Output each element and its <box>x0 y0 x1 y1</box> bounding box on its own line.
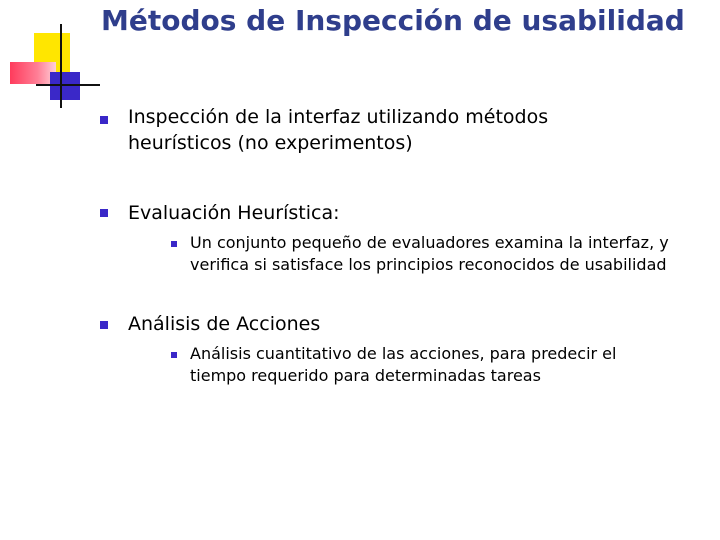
bullet-item-2: Evaluación Heurística: <box>128 202 340 224</box>
bullet-square-icon <box>100 321 108 329</box>
bullet-square-icon <box>100 116 108 124</box>
bullet-square-icon <box>100 209 108 217</box>
sub-bullet-item-1: Un conjunto pequeño de evaluadores examina la interfaz, y verifica si satisface los principios reconocidos de usabilidad <box>190 233 669 274</box>
bullet-item-3: Análisis de Acciones <box>128 313 321 335</box>
bullet-item-1: Inspección de la interfaz utilizando métodos heurísticos (no experimentos) <box>128 106 549 154</box>
sub-bullet-square-icon <box>171 241 177 247</box>
sub-bullet-item-2: Análisis cuantitativo de las acciones, para predecir el tiempo requerido para determinadas tareas <box>190 344 617 385</box>
sub-bullet-square-icon <box>171 352 177 358</box>
slide-title: Métodos de Inspección de usabilidad <box>101 4 685 37</box>
